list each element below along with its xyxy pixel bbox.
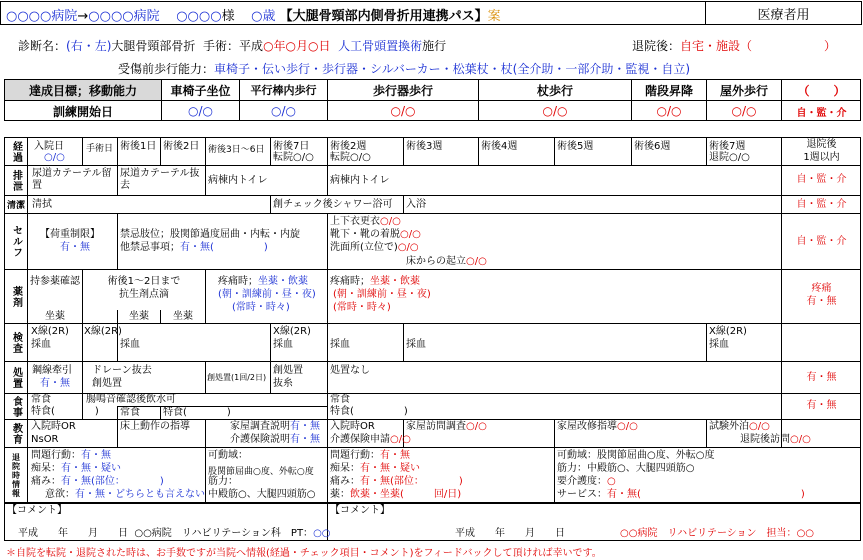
tests-label: 検査 — [10, 331, 22, 354]
course-postop-3-6: 術後3日〜6日 — [208, 145, 265, 155]
goal-date-parallel: ○/○ — [271, 104, 296, 118]
course-postop-1: 術後1日 — [120, 141, 157, 152]
d-rom-value: 股関節屈曲○度、外転○度 — [208, 467, 314, 477]
load-limit-option: 有・無 — [60, 242, 90, 253]
goal-col-other: （ ） — [797, 83, 846, 98]
meals-label: 食事 — [10, 395, 22, 418]
course-admission: 入院日 — [34, 141, 64, 152]
goal-col-parallel: 平行棒内歩行 — [250, 84, 317, 97]
goal-col-outdoor: 屋外歩行 — [719, 83, 768, 98]
bath-label: 清潔 — [6, 201, 25, 211]
selfcare-label: セルフ — [10, 225, 22, 258]
d-dementia: 痴呆：有・無・疑い — [31, 463, 121, 474]
meal-water-after-bowel: 腸鳴音確認後飲水可 — [86, 394, 176, 405]
course-surgery-day: 手術日 — [86, 144, 114, 154]
d-motivation: 意欲：有・無・どちらとも言えない — [45, 489, 205, 500]
course-week-5: 術後5週 — [557, 141, 594, 152]
blood-week-2: 採血 — [330, 339, 350, 350]
course-week-7: 術後7週 — [709, 141, 746, 152]
course-week-3: 術後3週 — [406, 141, 443, 152]
procedures-option: 有・無 — [806, 372, 837, 383]
education-label: 教育 — [10, 422, 22, 445]
meds-supp-2: 坐薬 — [129, 311, 149, 322]
goal-col-cane: 杖歩行 — [536, 83, 573, 98]
pain-meds-1-timing: (朝・訓練前・昼・夜) — [218, 289, 316, 300]
act-washroom: 洗面所(立位で)○/○ — [330, 242, 419, 253]
patient-name: ○○○○ — [176, 9, 222, 24]
meds-supp-3: 坐薬 — [173, 311, 193, 322]
comment-label-left: 【コメント】 — [7, 505, 67, 516]
meds-own-check: 持参薬確認 — [30, 276, 80, 287]
course-after-discharge: 退院後 — [806, 139, 837, 150]
meals-option: 有・無 — [806, 400, 837, 411]
traction: 鋼線牽引 — [32, 365, 72, 376]
feedback-note: ＊自院を転院・退院された時は、お手数ですが当院へ情報(経過・チェック項目・コメント)をフィードバックして頂ければ幸いです。 — [6, 548, 602, 559]
excretion-label: 排泄 — [10, 169, 22, 192]
meds-antibiotic: 抗生剤点滴 — [119, 289, 169, 300]
drain-removal: ドレーン抜去 — [92, 365, 152, 376]
forbidden-positions: 禁忌肢位；股関節過度屈曲・内転・内旋 — [120, 229, 300, 240]
d-strength-value: 中殿筋○、大腿四頭筋○ — [208, 489, 316, 500]
course-after-discharge-week: 1週以内 — [803, 152, 840, 163]
course-week-4: 術後4週 — [481, 141, 518, 152]
excretion-toilet-2: 病棟内トイレ — [330, 175, 390, 186]
d-rom-label: 可動域： — [208, 450, 248, 461]
surgery-name: 人工骨頭置換術 — [338, 39, 423, 53]
diagnosis-label: 診断名： — [18, 39, 67, 53]
no-procedure: 処置なし — [330, 365, 370, 376]
d-pain: 痛み：有・無(部位： ) — [31, 476, 164, 487]
procedures-label: 処置 — [10, 366, 22, 389]
comment-footer-right: ○○病院 リハビリテーション 担当：○○ — [620, 528, 815, 539]
d2-problem-behavior: 問題行動：有・無 — [330, 450, 410, 461]
goal-col-walker: 歩行器歩行 — [372, 83, 433, 98]
course-label: 経過 — [10, 140, 22, 163]
patient-suffix: 様 — [221, 9, 235, 24]
discharge-value: 自宅・施設（ ） — [680, 39, 837, 53]
wound-care-1: 創処置 — [92, 378, 122, 389]
audience-label: 医療者用 — [757, 7, 810, 23]
meal-special-1: 特食( ) — [31, 406, 99, 417]
discharge-info-label: 退院時情報 — [11, 453, 21, 498]
blood-admission: 採血 — [31, 339, 51, 350]
bath-shower: 創チェック後シャワー浴可 — [273, 199, 393, 210]
pain-meds-2-timing: (朝・訓練前・昼・夜) — [333, 289, 431, 300]
meal-special-3: 特食( ) — [330, 406, 408, 417]
edu-post-visit: 退院後訪問○/○ — [740, 434, 811, 445]
draft-mark: 案 — [487, 9, 501, 24]
bath-wipe: 清拭 — [32, 199, 52, 210]
d2-pain: 痛み：有・無(部位： ) — [330, 476, 463, 487]
patient-age: ○歳 — [251, 9, 276, 24]
edu-admission-or: 入院時OR — [31, 421, 76, 432]
meal-regular-1: 常食 — [31, 394, 51, 405]
meal-regular-3: 常食 — [330, 394, 350, 405]
act-shoes: 靴下・靴の着脱○/○ — [330, 229, 421, 240]
course-admission-date: ○/○ — [44, 152, 65, 163]
selfcare-level: 自・監・介 — [796, 236, 847, 247]
comment-footer-right-date: 平成 年 月 日 — [455, 528, 565, 539]
edu-admission-or-2: 入院時OR — [330, 421, 375, 432]
d2-rom: 可動域：股関節屈曲○度、外転○度 — [557, 450, 715, 461]
meds-antibiotic-period: 術後1～2日まで — [107, 276, 181, 287]
edu-ns-or: NsOR — [31, 434, 59, 445]
comment-label-right: 【コメント】 — [330, 505, 390, 516]
goal-date-cane: ○/○ — [542, 104, 568, 118]
preop-line — [118, 60, 690, 77]
course-postop-7: 術後7日 — [273, 141, 310, 152]
excretion-level: 自・監・介 — [796, 174, 847, 185]
diagnosis-side: (右・左) — [66, 39, 112, 53]
goal-date-walker: ○/○ — [390, 104, 416, 118]
d-strength-label: 筋力： — [208, 476, 238, 487]
preop-options: 車椅子・伝い歩行・歩行器・シルバーカー・松葉杖・杖(全介助・一部介助・監視・自立) — [214, 62, 691, 76]
traction-option: 有・無 — [40, 378, 70, 389]
d2-dementia: 痴呆：有・無・疑い — [330, 463, 420, 474]
edu-home-renovation: 家屋改修指導○/○ — [557, 421, 638, 432]
xray-postop-7: X線(2R) — [273, 326, 311, 337]
d2-care-level: 要介護度：○ — [557, 476, 616, 487]
meds-label: 薬剤 — [10, 285, 22, 308]
meds-pain-option: 有・無 — [806, 296, 837, 307]
d2-strength: 筋力：中殿筋○、大腿四頭筋○ — [557, 463, 695, 474]
course-transfer-1: 転院○/○ — [273, 152, 314, 163]
other-contraindications: 他禁忌事項；有・無( ) — [120, 242, 268, 253]
edu-home-visit: 家屋訪問調査○/○ — [406, 421, 487, 432]
bath-level: 自・監・介 — [796, 199, 847, 210]
course-postop-2: 術後2日 — [163, 141, 200, 152]
discharge-label: 退院後： — [632, 39, 681, 53]
start-row-label: 訓練開始日 — [52, 104, 113, 119]
goal-col-stairs: 階段昇降 — [644, 83, 693, 98]
wound-care-interval: 創処置(1回/2日) — [207, 373, 267, 382]
goal-date-wheelchair: ○/○ — [188, 104, 213, 118]
edu-insurance-apply: 介護保険申請○/○ — [330, 434, 411, 445]
goal-row-label: 達成目標；移動能力 — [5, 80, 161, 100]
edu-care-insurance: 介護保険説明有・無 — [230, 434, 320, 445]
xray-surgery: X線(2R) — [84, 326, 122, 337]
pain-meds-2-freq: (常時・時々) — [333, 302, 391, 313]
diagnosis-name: 大腿骨頸部骨折 — [111, 39, 196, 53]
discharge-destination — [632, 37, 836, 54]
xray-week-7: X線(2R) — [709, 326, 747, 337]
goal-col-wheelchair: 車椅子坐位 — [170, 83, 231, 98]
goal-date-stairs: ○/○ — [656, 104, 682, 118]
d2-medication: 薬：飲薬・坐薬( 回/日) — [330, 489, 462, 500]
blood-week-3: 採血 — [406, 339, 426, 350]
course-transfer-2: 転院○/○ — [330, 152, 371, 163]
load-limit-label: 【荷重制限】 — [40, 229, 100, 240]
course-discharge-date: 退院○/○ — [709, 152, 750, 163]
surgery-suffix: 施行 — [422, 39, 447, 53]
meds-supp-1: 坐薬 — [45, 311, 65, 322]
diagnosis-line — [18, 37, 446, 54]
comment-footer-left: 平成 年 月 日 ○○病院 リハビリテーション科 PT：○○ — [18, 528, 331, 539]
suture-removal: 抜糸 — [273, 378, 293, 389]
edu-trial-stay: 試験外泊○/○ — [709, 421, 770, 432]
xray-admission: X線(2R) — [31, 326, 69, 337]
title-arrow: → — [77, 9, 89, 24]
blood-postop-1: 採血 — [120, 339, 140, 350]
goal-level-other: 自・監・介 — [796, 107, 847, 119]
pain-meds-2: 疼痛時；坐薬・飲薬 — [330, 276, 420, 287]
pain-meds-1-freq: (常時・時々) — [232, 302, 290, 313]
wound-care-2: 創処置 — [273, 365, 303, 376]
hospital-from: ○○○○病院 — [6, 9, 78, 24]
title-line — [6, 5, 501, 24]
act-dressing: 上下衣更衣○/○ — [330, 216, 401, 227]
blood-week-7: 採血 — [709, 339, 729, 350]
surgery-label: 手術：平成 — [203, 39, 264, 53]
blood-postop-7: 採血 — [273, 339, 293, 350]
path-name: 【大腿骨頸部内側骨折用連携パス】 — [279, 9, 488, 24]
surgery-date: ○年○月○日 — [263, 39, 331, 53]
meds-pain-label: 疼痛 — [811, 283, 832, 294]
pain-meds-1: 疼痛時；坐薬・飲薬 — [218, 276, 308, 287]
excretion-toilet-1: 病棟内トイレ — [208, 175, 268, 186]
goal-date-outdoor: ○/○ — [731, 104, 757, 118]
edu-home-survey: 家屋調査説明有・無 — [230, 421, 320, 432]
bath-tub: 入浴 — [406, 199, 426, 210]
edu-bed-activity: 床上動作の指導 — [120, 421, 190, 432]
hospital-to: ○○○○病院 — [88, 9, 160, 24]
excretion-catheter: 尿道カテーテル留置 — [32, 168, 112, 191]
course-week-2: 術後2週 — [330, 141, 367, 152]
meal-special-2: 特食( ) — [163, 407, 231, 418]
course-week-6: 術後6週 — [634, 141, 671, 152]
meal-regular-2: 常食 — [120, 407, 140, 418]
preop-label: 受傷前歩行能力： — [118, 62, 215, 76]
d-problem-behavior: 問題行動：有・無 — [31, 450, 111, 461]
d2-services: サービス：有・無( ) — [557, 489, 805, 500]
excretion-catheter-removal: 尿道カテーテル抜去 — [120, 168, 200, 191]
act-floor-rise: 床からの起立○/○ — [406, 256, 487, 267]
